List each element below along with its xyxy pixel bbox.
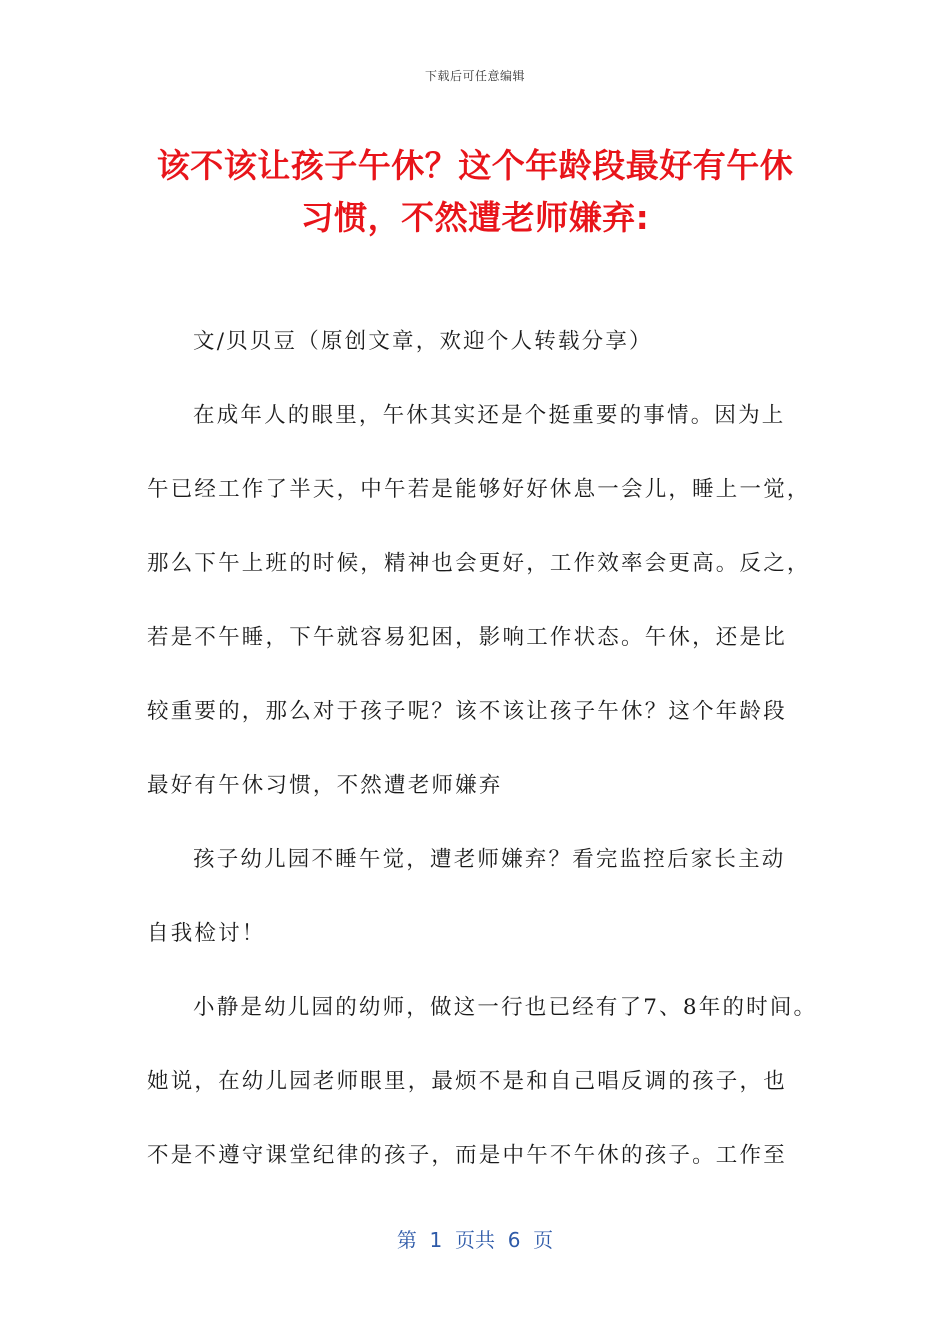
paragraph-line: 自我检讨！: [147, 921, 266, 946]
paragraph-line: 那么下午上班的时候，精神也会更好，工作效率会更高。反之，: [147, 551, 811, 576]
article-body: [147, 322, 817, 1210]
page-number-footer: 第 1 页共 6 页: [396, 1228, 554, 1252]
title-line-1: 该不该让孩子午休？这个年龄段最好有午休: [156, 146, 794, 185]
paragraph-line: 最好有午休习惯，不然遭老师嫌弃: [147, 773, 503, 798]
paragraph-line: 午已经工作了半天，中午若是能够好好休息一会儿，睡上一觉，: [147, 477, 811, 502]
article-title: [140, 140, 810, 244]
paragraph-line: 较重要的，那么对于孩子呢？该不该让孩子午休？这个年龄段: [147, 699, 787, 724]
header-note: 下载后可任意编辑: [424, 69, 525, 83]
paragraph-line: 她说，在幼儿园老师眼里，最烦不是和自己唱反调的孩子，也: [147, 1069, 787, 1094]
byline: 文/贝贝豆（原创文章，欢迎个人转载分享）: [193, 329, 653, 354]
paragraph-line: 在成年人的眼里，午休其实还是个挺重要的事情。因为上: [193, 403, 786, 428]
paragraph-line: 不是不遵守课堂纪律的孩子，而是中午不午休的孩子。工作至: [147, 1143, 787, 1168]
paragraph-line: 小静是幼儿园的幼师，做这一行也已经有了7、8年的时间。: [193, 995, 818, 1020]
paragraph-line: 孩子幼儿园不睡午觉，遭老师嫌弃？看完监控后家长主动: [193, 847, 786, 872]
paragraph-line: 若是不午睡，下午就容易犯困，影响工作状态。午休，还是比: [147, 625, 787, 650]
title-line-2: 习惯，不然遭老师嫌弃:: [300, 198, 650, 237]
